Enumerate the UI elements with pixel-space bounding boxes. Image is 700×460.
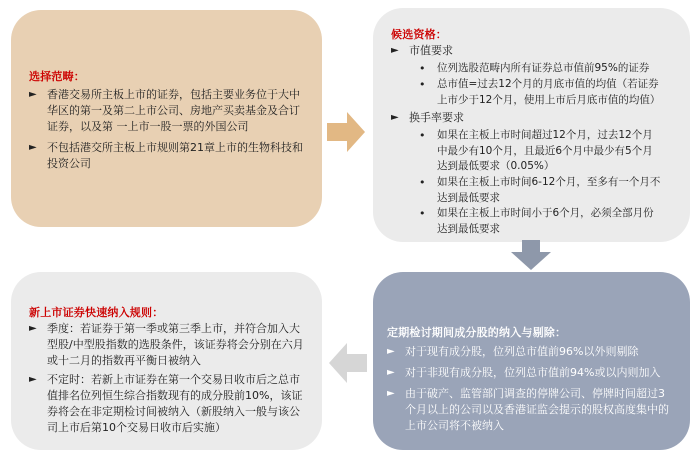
arrow-down-icon — [511, 240, 551, 270]
turnover-sub-2: • 如果在主板上市时间6-12个月，至多有一个月不 达到最低要求 — [419, 176, 661, 204]
periodic-review-title: 定期检讨期间成分股的纳入与剔除： — [387, 326, 567, 339]
triangle-bullet-icon: ► — [29, 374, 37, 385]
triangle-bullet-icon: ► — [387, 388, 395, 399]
fast-entry-irregular: ► 不定时：若新上市证券在第一个交易日收市后之总市 值排名位列恒生综合指数现有的成分股前10%，该证 券将会在非定期检讨间被纳入（新股纳入一般与该公 司上市后第10个交易日收市后实施） — [29, 373, 303, 434]
arrow-left-icon — [327, 343, 367, 383]
triangle-bullet-icon: ► — [387, 346, 395, 357]
selection-scope-box — [11, 10, 322, 227]
dot-bullet-icon: • — [419, 78, 426, 91]
fast-entry-title: 新上市证券快速纳入规则： — [29, 306, 164, 319]
turnover-sub-1: • 如果在主板上市时间超过12个月，过去12个月 中最少有10个月，且最近6个月中最少有5个月 达到最低要求（0.05%） — [419, 129, 653, 172]
periodic-review-box — [373, 272, 690, 450]
selection-scope-title: 选择范畴： — [29, 70, 85, 83]
review-item-1: ► 对于现有成分股，位列总市值前96%以外则剔除 — [387, 345, 639, 358]
scope-item-1: ► 香港交易所主板上市的证券，包括主要业务位于大中 华区的第一及第二上市公司、房地产买卖基金及合订 证券，以及第 一上市一股一票的外国公司 — [29, 88, 300, 133]
dot-bullet-icon: • — [419, 129, 426, 142]
dot-bullet-icon: • — [419, 62, 426, 75]
market-cap-sub-1: • 位列选股范畴内所有证券总市值前95%的证券 — [419, 62, 650, 75]
dot-bullet-icon: • — [419, 176, 426, 189]
triangle-bullet-icon: ► — [387, 367, 395, 378]
review-item-2: ► 对于非现有成分股，位列总市值前94%或以内则加入 — [387, 366, 661, 379]
turnover-requirement: ► 换手率要求 — [391, 111, 464, 124]
review-item-3: ► 由于破产、监管部门调查的停牌公司、停牌时间超过3 个月以上的公司以及香港证监会提示的股权高度集中的 上市公司将不被纳入 — [387, 387, 669, 432]
dot-bullet-icon: • — [419, 207, 426, 220]
triangle-bullet-icon: ► — [391, 112, 399, 123]
triangle-bullet-icon: ► — [29, 142, 37, 153]
scope-item-2: ► 不包括港交所主板上市规则第21章上市的生物科技和 投资公司 — [29, 141, 303, 170]
candidate-qualification-title: 候选资格： — [391, 28, 447, 41]
arrow-right-icon — [327, 112, 367, 152]
fast-entry-box — [11, 272, 322, 450]
triangle-bullet-icon: ► — [29, 89, 37, 100]
candidate-qualification-box — [373, 8, 690, 242]
turnover-sub-3: • 如果在主板上市时间小于6个月，必须全部月份 达到最低要求 — [419, 207, 654, 235]
market-cap-requirement: ► 市值要求 — [391, 44, 453, 57]
triangle-bullet-icon: ► — [391, 45, 399, 56]
triangle-bullet-icon: ► — [29, 323, 37, 334]
fast-entry-quarterly: ► 季度：若证券于第一季或第三季上市，并符合加入大 型股/中型股指数的选股条件，该证券将会分别在六月 或十二月的指数再平衡日被纳入 — [29, 322, 304, 367]
market-cap-sub-2: • 总市值=过去12个月的月底市值的均值（若证券 上市少于12个月，使用上市后月底市值的均值） — [419, 78, 661, 106]
